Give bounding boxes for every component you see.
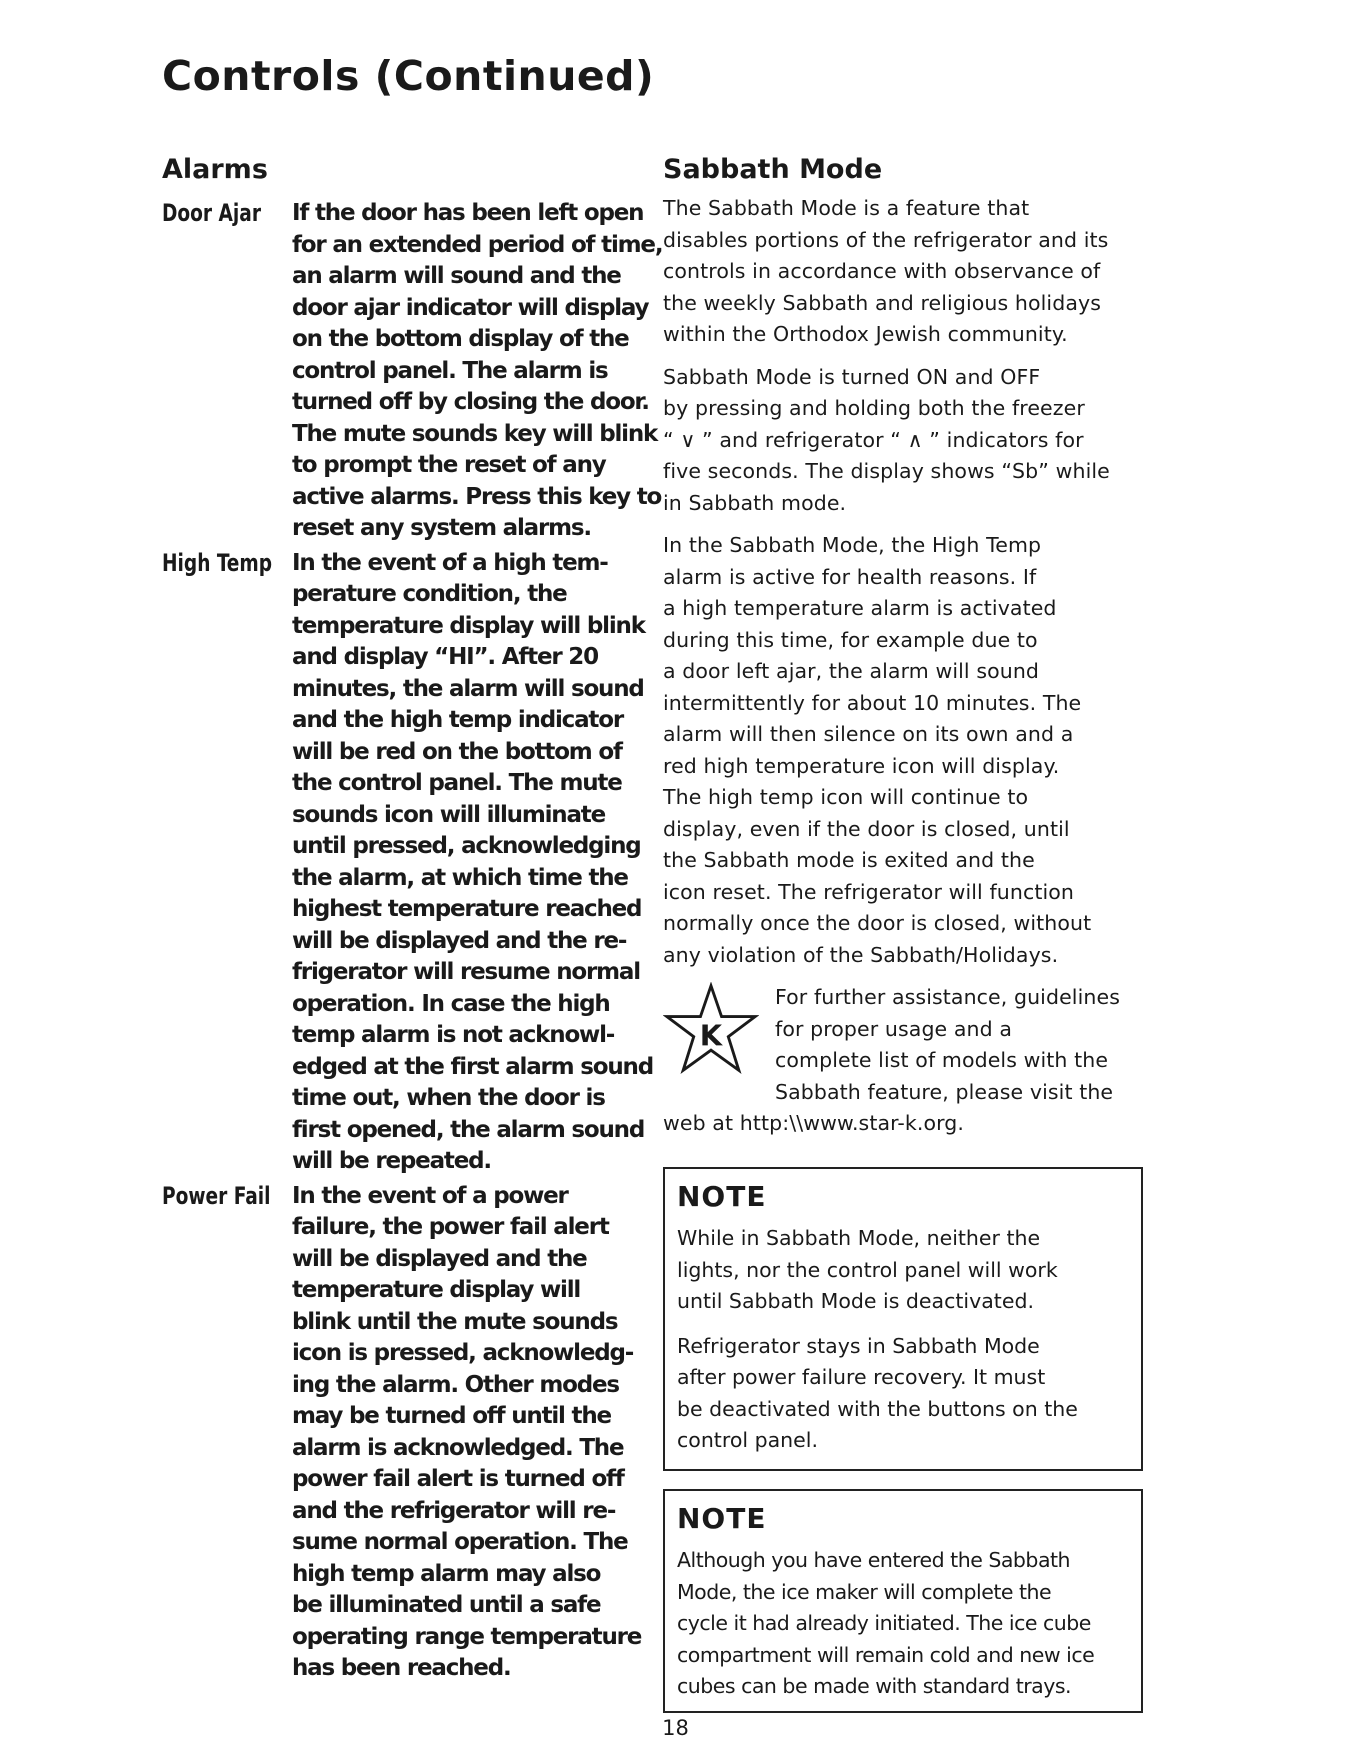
para-line: five seconds. The display shows “Sb” while <box>663 459 1110 483</box>
desc-line: perature condition, the <box>292 581 567 607</box>
para-line: controls in accordance with observance of <box>663 259 1101 283</box>
desc-line: minutes, the alarm will sound <box>292 675 644 702</box>
alarm-term: Door Ajar <box>162 199 261 227</box>
alarm-item-power-fail <box>162 1181 652 1685</box>
page-number <box>0 1716 1361 1740</box>
desc-line: will be displayed and the re- <box>292 927 627 954</box>
para-line: disables portions of the refrigerator and its <box>663 227 1109 252</box>
alarm-item-high-temp <box>162 548 652 1178</box>
para-line: by pressing and holding both the freezer <box>663 396 1085 420</box>
desc-line: temperature display will blink <box>292 612 645 639</box>
note-paragraph <box>677 1331 1131 1457</box>
sabbath-paragraph <box>663 530 1143 971</box>
para-line: “ ∨ ” and refrigerator “ ∧ ” indicators for <box>663 427 1084 452</box>
sabbath-paragraph <box>663 193 1143 351</box>
note-line: control panel. <box>677 1428 818 1452</box>
desc-line: to prompt the reset of any <box>292 452 606 478</box>
sabbath-section <box>663 154 1143 1140</box>
note-line: cubes can be made with standard trays. <box>677 1674 1072 1698</box>
para-line: for proper usage and a <box>775 1016 1013 1041</box>
para-line: normally once the door is closed, without <box>663 911 1092 935</box>
desc-line: sume normal operation. The <box>292 1529 628 1555</box>
note-paragraph <box>677 1545 1131 1703</box>
para-line: complete list of models with the <box>775 1048 1109 1072</box>
desc-line: power fail alert is turned off <box>292 1466 624 1492</box>
desc-line: ing the alarm. Other modes <box>292 1371 619 1398</box>
alarm-list <box>162 198 663 1685</box>
desc-line: active alarms. Press this key to <box>292 483 662 510</box>
para-line: during this time, for example due to <box>663 627 1038 652</box>
desc-line: an alarm will sound and the <box>292 263 621 289</box>
para-line: the Sabbath mode is exited and the <box>663 848 1035 872</box>
note-line: Mode, the ice maker will complete the <box>677 1579 1052 1604</box>
note-line: compartment will remain cold and new ice <box>677 1642 1095 1667</box>
para-line: In the Sabbath Mode, the High Temp <box>663 533 1042 557</box>
desc-line: frigerator will resume normal <box>292 959 640 985</box>
page-title: Controls (Continued) <box>162 52 655 100</box>
para-line: Sabbath feature, please visit the <box>775 1079 1114 1104</box>
note-line: While in Sabbath Mode, neither the <box>677 1226 1041 1250</box>
note-paragraph <box>677 1223 1131 1318</box>
desc-line: reset any system alarms. <box>292 515 591 541</box>
desc-line: operating range temperature <box>292 1623 642 1650</box>
para-line: a high temperature alarm is activated <box>663 596 1057 620</box>
para-line: alarm will then silence on its own and a <box>663 722 1074 746</box>
desc-line: In the event of a high tem- <box>292 549 608 576</box>
para-line: The high temp icon will continue to <box>663 785 1029 809</box>
note-line: lights, nor the control panel will work <box>677 1257 1058 1282</box>
kosher-web-line: web at http:\\www.star-k.org. <box>663 1111 964 1135</box>
para-line: icon reset. The refrigerator will function <box>663 879 1074 904</box>
desc-line: blink until the mute sounds <box>292 1308 618 1335</box>
desc-line: failure, the power fail alert <box>292 1214 609 1240</box>
desc-line: sounds icon will illuminate <box>292 801 605 828</box>
desc-line: the control panel. The mute <box>292 770 622 796</box>
desc-line: will be red on the bottom of <box>292 738 622 765</box>
desc-line: and the refrigerator will re- <box>292 1497 616 1524</box>
desc-line: and display “HI”. After 20 <box>292 644 598 670</box>
desc-line: control panel. The alarm is <box>292 357 608 384</box>
para-line: display, even if the door is closed, until <box>663 816 1070 841</box>
desc-line: operation. In case the high <box>292 990 610 1017</box>
star-k-logo-icon <box>663 982 759 1078</box>
alarms-section <box>162 154 663 1685</box>
note-title: NOTE <box>677 1180 767 1213</box>
desc-line: temp alarm is not acknowl- <box>292 1022 615 1048</box>
desc-line: temperature display will <box>292 1277 581 1303</box>
page-number-text: 18 <box>662 1716 689 1740</box>
desc-line: icon is pressed, acknowledg- <box>292 1340 634 1366</box>
note-line: Although you have entered the Sabbath <box>677 1548 1071 1572</box>
alarm-term: Power Fail <box>162 1181 271 1210</box>
para-line: within the Orthodox Jewish community. <box>663 322 1068 346</box>
desc-line: first opened, the alarm sound <box>292 1116 645 1143</box>
para-line: intermittently for about 10 minutes. The <box>663 690 1082 715</box>
sabbath-paragraph <box>663 362 1143 520</box>
desc-line: and the high temp indicator <box>292 707 623 733</box>
desc-line: alarm is acknowledged. The <box>292 1434 624 1461</box>
desc-line: highest temperature reached <box>292 896 642 922</box>
desc-line: will be displayed and the <box>292 1245 587 1272</box>
note-line: cycle it had already initiated. The ice cube <box>677 1611 1091 1635</box>
para-line: Sabbath Mode is turned ON and OFF <box>663 364 1041 389</box>
para-line: For further assistance, guidelines <box>775 985 1120 1009</box>
desc-line: be illuminated until a safe <box>292 1592 601 1618</box>
desc-line: In the event of a power <box>292 1182 568 1209</box>
para-line: the weekly Sabbath and religious holidays <box>663 290 1101 315</box>
desc-line: will be repeated. <box>292 1148 491 1174</box>
note-title: NOTE <box>677 1502 767 1535</box>
para-line: a door left ajar, the alarm will sound <box>663 659 1040 683</box>
desc-line: The mute sounds key will blink <box>292 420 658 447</box>
desc-line: on the bottom display of the <box>292 326 629 352</box>
desc-line: time out, when the door is <box>292 1085 605 1111</box>
alarms-heading: Alarms <box>162 154 268 185</box>
alarm-item-door-ajar <box>162 198 663 545</box>
desc-line: edged at the first alarm sound <box>292 1053 653 1080</box>
desc-line: the alarm, at which time the <box>292 864 628 891</box>
note-box <box>663 1167 1143 1471</box>
desc-line: until pressed, acknowledging <box>292 833 641 859</box>
note-line: until Sabbath Mode is deactivated. <box>677 1289 1034 1313</box>
kosher-info <box>663 982 1143 1140</box>
desc-line: may be turned off until the <box>292 1403 611 1429</box>
alarm-description <box>292 198 663 545</box>
para-line: in Sabbath mode. <box>663 490 847 515</box>
note-line: Refrigerator stays in Sabbath Mode <box>677 1333 1040 1358</box>
desc-line: has been reached. <box>292 1655 511 1681</box>
alarm-description <box>292 548 653 1178</box>
para-line: The Sabbath Mode is a feature that <box>663 196 1030 220</box>
note-line: be deactivated with the buttons on the <box>677 1396 1078 1421</box>
desc-line: door ajar indicator will display <box>292 294 649 321</box>
sabbath-heading: Sabbath Mode <box>663 154 883 185</box>
kosher-logo-letter: K <box>699 1018 723 1053</box>
desc-line: high temp alarm may also <box>292 1560 601 1587</box>
para-line: any violation of the Sabbath/Holidays. <box>663 942 1059 967</box>
desc-line: If the door has been left open <box>292 200 644 226</box>
desc-line: for an extended period of time, <box>292 231 663 258</box>
para-line: red high temperature icon will display. <box>663 753 1060 778</box>
note-box <box>663 1489 1143 1713</box>
note-line: after power failure recovery. It must <box>677 1365 1046 1389</box>
alarm-term: High Temp <box>162 548 273 577</box>
desc-line: turned off by closing the door. <box>292 389 649 415</box>
para-line: alarm is active for health reasons. If <box>663 564 1037 589</box>
alarm-description <box>292 1181 642 1685</box>
